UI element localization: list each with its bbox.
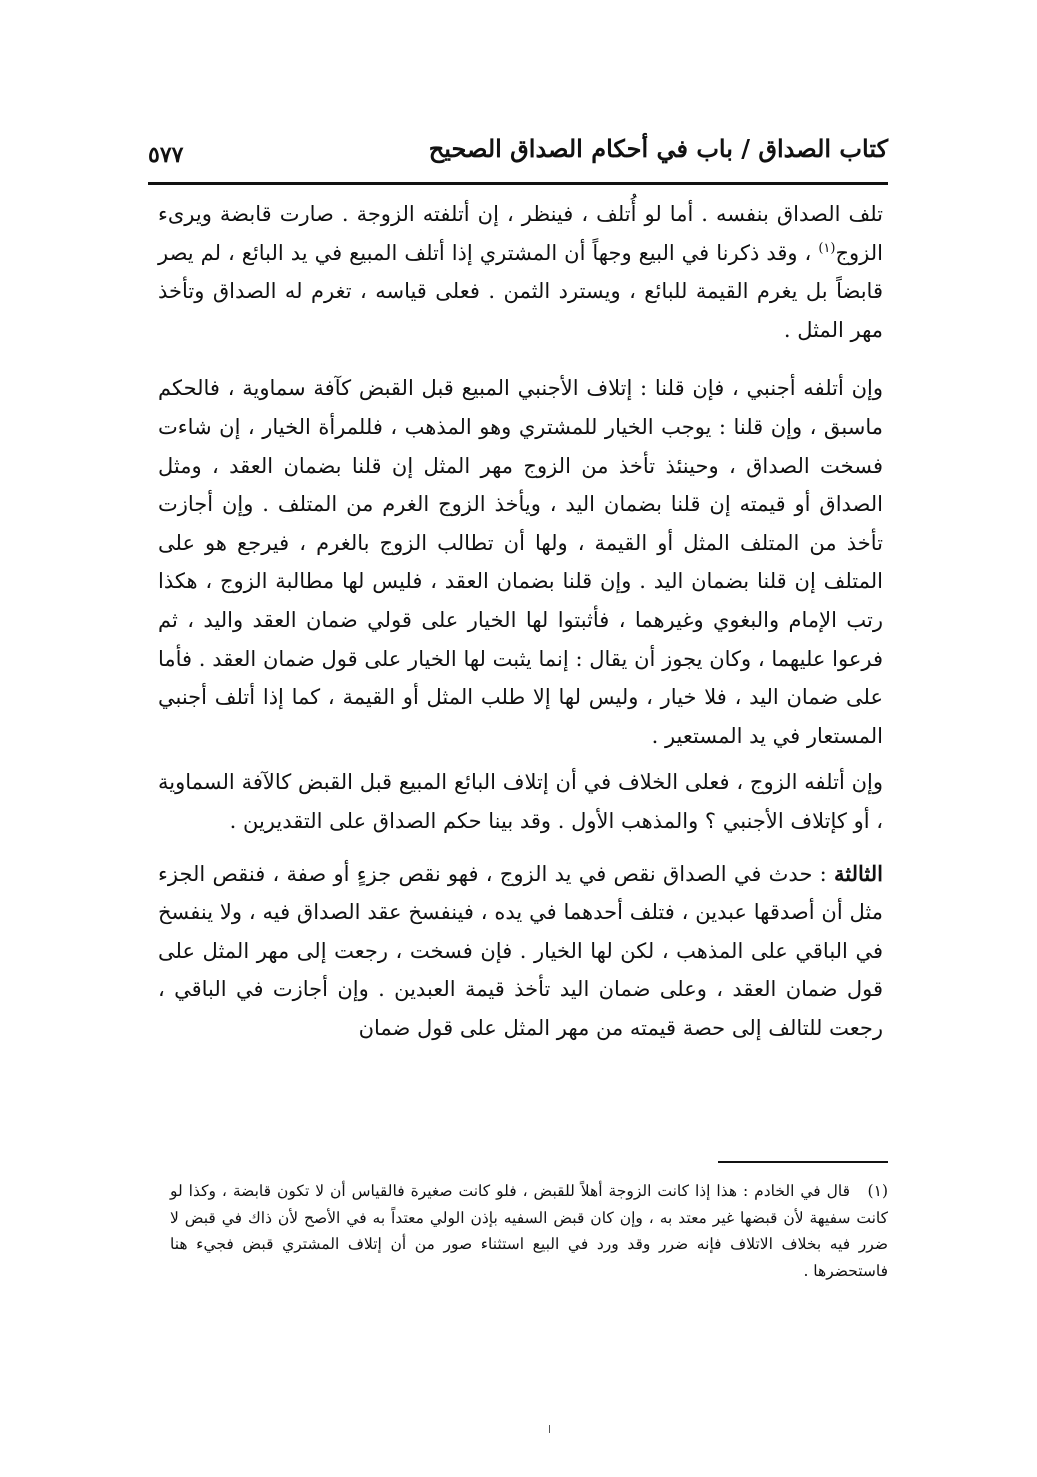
paragraph-4 (158, 855, 883, 1048)
main-text (158, 195, 883, 1047)
paragraph-3: وإن أتلفه الزوج ، فعلى الخلاف في أن إتلاف البائع المبيع قبل القبض كالآفة السماوية ، أو كإتلاف الأجنبي ؟ والمذهب الأول . وقد بينا حكم الصداق على التقديرين . (158, 770, 883, 833)
footnote-reference: (١) (818, 240, 836, 256)
paragraph-1-text-b: ، وقد ذكرنا في البيع وجهاً أن المشتري إذا أتلف المبيع في يد البائع ، لم يصر قابضاً بل يغرم القيمة للبائع ، ويسترد الثمن . فعلى قياسه ، تغرم له الصداق وتأخذ مهر المثل . (158, 240, 883, 342)
footnote-text: قال في الخادم : هذا إذا كانت الزوجة أهلاً للقبض ، فلو كانت صغيرة فالقياس أن لا تكون قابضة ، وكذا لو كانت سفيهة لأن قبضها غير معتد به ، وإن كان قبض السفيه بإذن الولي معتداً به في الأصح لأن ذاك في قبض لا ضرر فيه بخلاف الاتلاف فإنه ضرر وقد ورد في البيع استثناء صور من أن إتلاف المشتري قبض فجيء هنا فاستحضرها . (170, 1182, 888, 1280)
scan-mark (549, 1425, 550, 1433)
section-lead: الثالثة (834, 860, 883, 886)
paragraph-1-text-a: تلف الصداق بنفسه . أما لو أُتلف ، فينظر ، إن أتلفته الزوجة . صارت قابضة ويرىء الزوج (158, 202, 883, 265)
running-title: كتاب الصداق / باب في أحكام الصداق الصحيح (428, 134, 888, 163)
paragraph-4-text: : حدث في الصداق نقص في يد الزوج ، فهو نقص جزءٍ أو صفة ، فنقص الجزء مثل أن أصدقها عبدين ، فتلف أحدهما في يده ، فينفسخ عقد الصداق فيه ، ولا ينفسخ في الباقي على المذهب ، لكن لها الخيار . فإن فسخت ، رجعت إلى مهر المثل على قول ضمان العقد ، وعلى ضمان اليد تأخذ قيمة العبدين . وإن أجازت في الباقي ، رجعت للتالف إلى حصة قيمته من مهر المثل على قول ضمان (158, 861, 883, 1040)
header-rule (148, 182, 888, 185)
page-number: ٥٧٧ (148, 142, 184, 168)
paragraph-1 (158, 195, 883, 349)
footnote-separator (718, 1161, 888, 1163)
paragraph-2: وإن أتلفه أجنبي ، فإن قلنا : إتلاف الأجنبي المبيع قبل القبض كآفة سماوية ، فالحكم ماسبق ، وإن قلنا : يوجب الخيار للمشتري وهو المذهب ، فللمرأة الخيار ، إن شاءت فسخت الصداق ، وحينئذ تأخذ من الزوج مهر المثل إن قلنا بضمان العقد ، ومثل الصداق أو قيمته إن قلنا بضمان اليد ، ويأخذ الزوج الغرم من المتلف . وإن أجازت تأخذ من المتلف المثل أو القيمة ، ولها أن تطالب الزوج بالغرم ، فيرجع هو على المتلف إن قلنا بضمان اليد . وإن قلنا بضمان العقد ، فليس لها مطالبة الزوج ، هكذا رتب الإمام والبغوي وغيرهما ، فأثبتوا لها الخيار على قولي ضمان العقد واليد ، ثم فرعوا عليهما ، وكان يجوز أن يقال : إنما يثبت لها الخيار على قول ضمان العقد . فأما على ضمان اليد ، فلا خيار ، وليس لها إلا طلب المثل أو القيمة ، كما إذا أتلف أجنبي المستعار في يد المستعير . (158, 376, 883, 748)
footnote (170, 1178, 888, 1284)
footnote-number: (١) (867, 1182, 888, 1200)
page-header (148, 130, 888, 178)
